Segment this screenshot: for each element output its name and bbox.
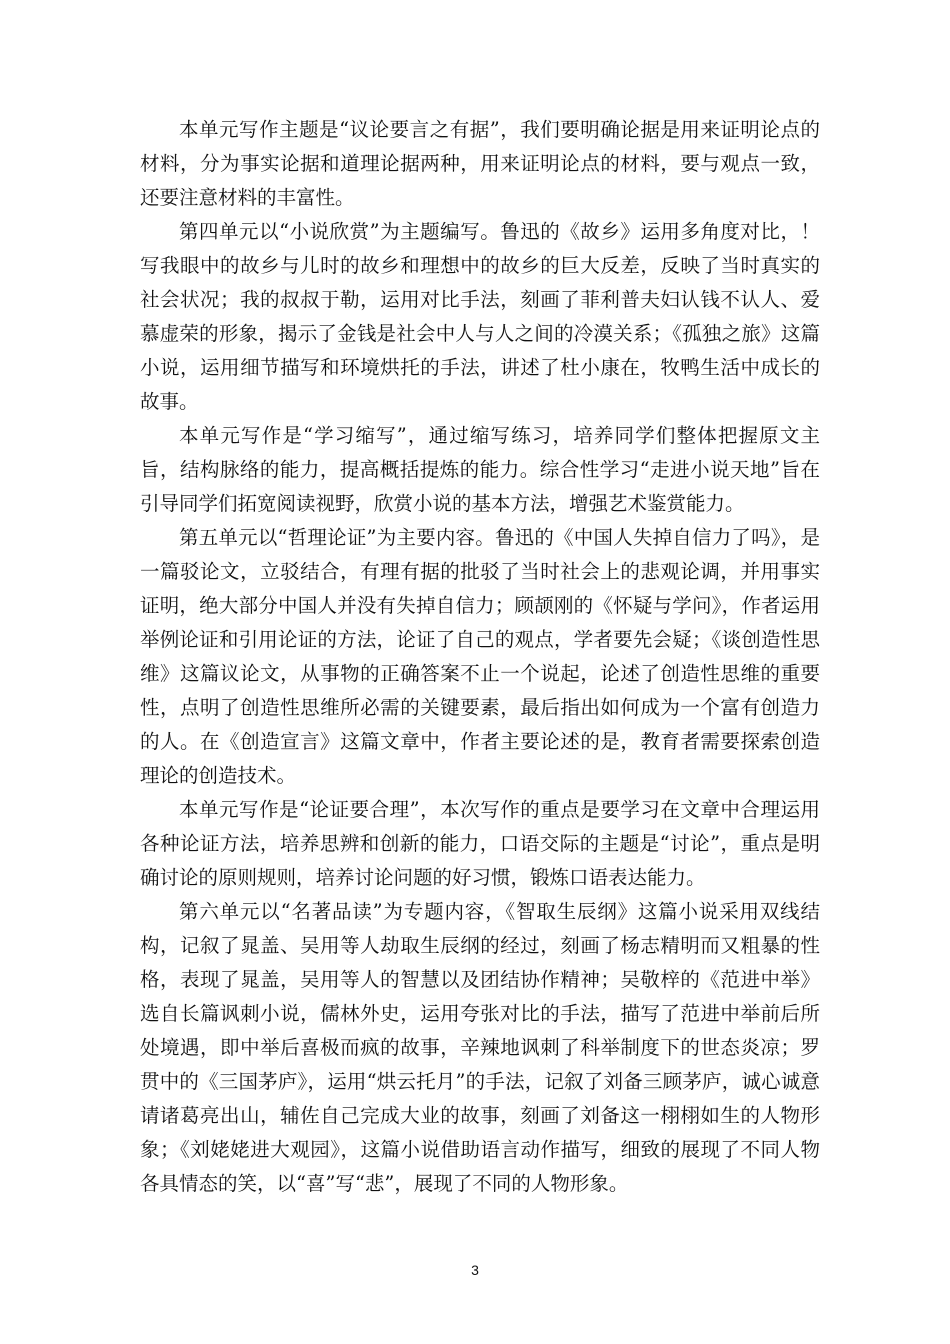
body-text [140, 113, 820, 1201]
paragraph: 本单元写作是“论证要合理”，本次写作的重点是要学习在文章中合理运用各种论证方法，培养思辨和创新的能力，口语交际的主题是“讨论”，重点是明确讨论的原则规则，培养讨论问题的好习惯，锻炼口语表达能力。 [140, 798, 820, 889]
paragraph: 本单元写作是“学习缩写”，通过缩写练习，培养同学们整体把握原文主旨，结构脉络的能力，提高概括提炼的能力。综合性学习“走进小说天地”旨在引导同学们拓宽阅读视野，欣赏小说的基本方法，增强艺术鉴赏能力。 [140, 424, 820, 515]
paragraph: 第六单元以“名著品读”为专题内容，《智取生辰纲》这篇小说采用双线结构，记叙了晁盖、吴用等人劫取生辰纲的经过，刻画了杨志精明而又粗暴的性格，表现了晁盖，吴用等人的智慧以及团结协作精神；吴敬梓的《范进中举》选自长篇讽刺小说，儒林外史，运用夸张对比的手法，描写了范进中举前后所处境遇，即中举后喜极而疯的故事，辛辣地讽刺了科举制度下的世态炎凉；罗贯中的《三国茅庐》，运用“烘云托月”的手法，记叙了刘备三顾茅庐，诚心诚意请诸葛亮出山，辅佐自己完成大业的故事，刻画了刘备这一栩栩如生的人物形象；《刘姥姥进大观园》，这篇小说借助语言动作描写，细致的展现了不同人物各具情态的笑，以“喜”写“悲”，展现了不同的人物形象。 [140, 900, 820, 1195]
page-number: 3 [471, 1262, 479, 1278]
paragraph: 第四单元以“小说欣赏”为主题编写。鲁迅的《故乡》运用多角度对比，！写我眼中的故乡与儿时的故乡和理想中的故乡的巨大反差，反映了当时真实的社会状况；我的叔叔于勒，运用对比手法，刻画了菲利普夫妇认钱不认人、爱慕虚荣的形象，揭示了金钱是社会中人与人之间的冷漠关系；《孤独之旅》这篇小说，运用细节描写和环境烘托的手法，讲述了杜小康在，牧鸭生活中成长的故事。 [140, 220, 820, 413]
paragraph: 第五单元以“哲理论证”为主要内容。鲁迅的《中国人失掉自信力了吗》，是一篇驳论文，立驳结合，有理有据的批驳了当时社会上的悲观论调，并用事实证明，绝大部分中国人并没有失掉自信力；顾颉刚的《怀疑与学问》，作者运用举例论证和引用论证的方法，论证了自己的观点，学者要先会疑；《谈创造性思维》这篇议论文，从事物的正确答案不止一个说起，论述了创造性思维的重要性，点明了创造性思维所必需的关键要素，最后指出如何成为一个富有创造力的人。在《创造宣言》这篇文章中，作者主要论述的是，教育者需要探索创造理论的创造技术。 [140, 526, 820, 787]
paragraph: 本单元写作主题是“议论要言之有据”，我们要明确论据是用来证明论点的材料，分为事实论据和道理论据两种，用来证明论点的材料，要与观点一致，还要注意材料的丰富性。 [140, 118, 820, 209]
